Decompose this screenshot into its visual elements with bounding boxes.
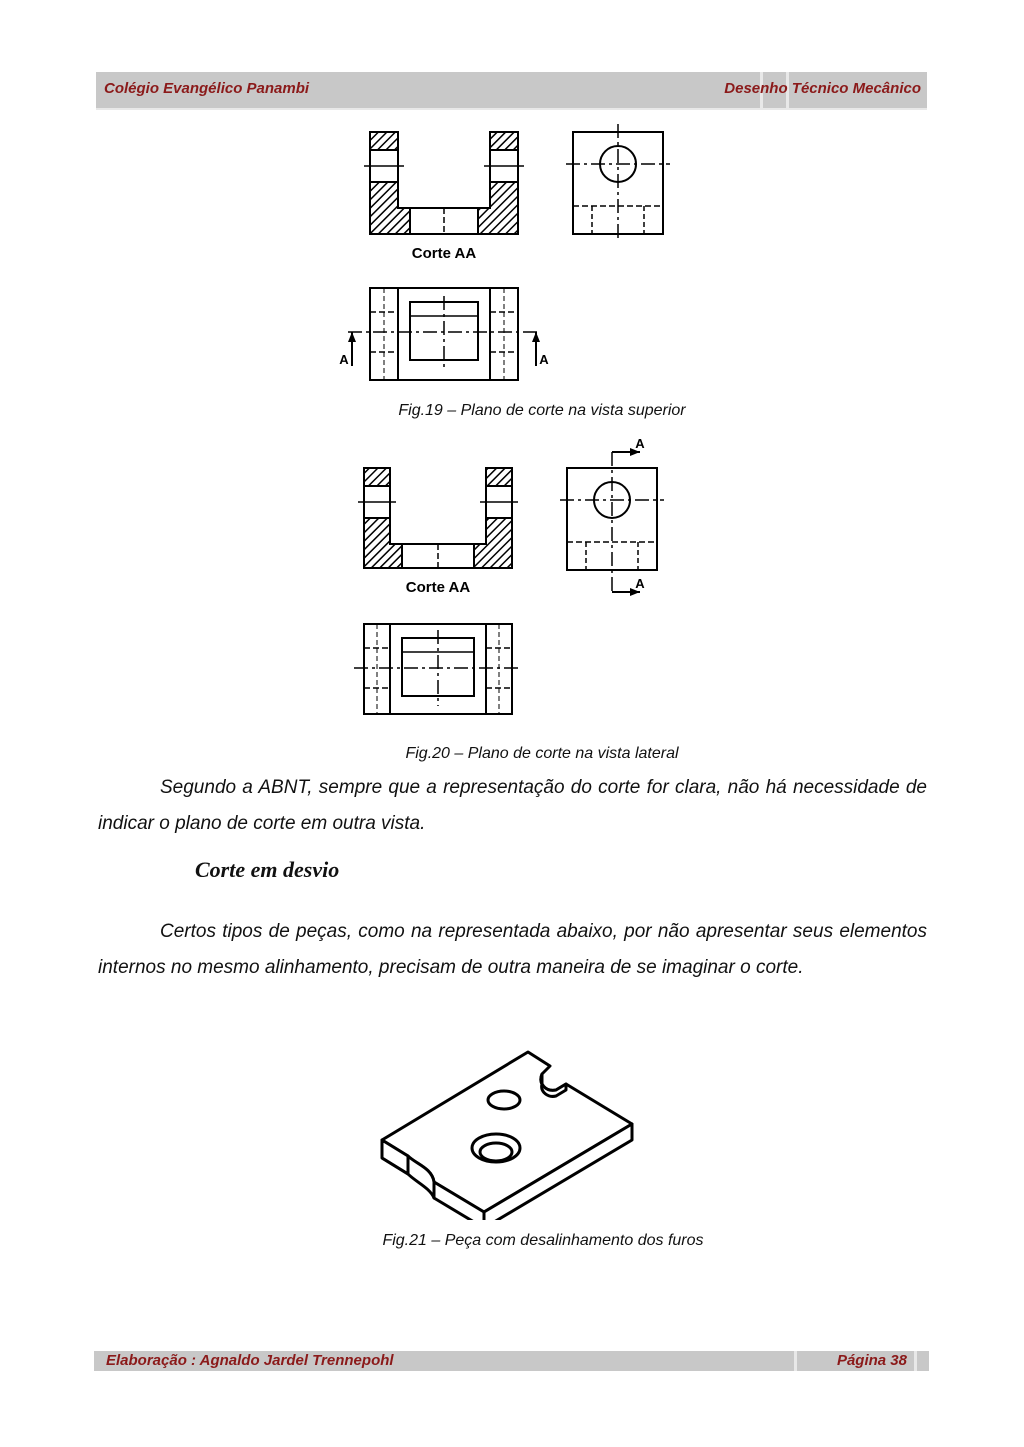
section-heading: Corte em desvio: [195, 857, 340, 882]
fig20-top-view: [354, 624, 522, 714]
fig19-side-view: [566, 124, 670, 242]
fig19-section-view: [364, 132, 524, 234]
fig20-arrow-label-top: A: [635, 436, 645, 451]
fig19-top-view: [348, 288, 540, 380]
fig21-drawing: [370, 1040, 650, 1220]
fig19-section-label: Corte AA: [411, 245, 477, 262]
fig19-caption: Fig.19 – Plano de corte na vista superior: [398, 402, 686, 419]
paragraph-abnt: Segundo a ABNT, sempre que a representação do corte for clara, não há necessidade de indicar o plano de corte em outra vista.: [98, 777, 927, 834]
header-course: Desenho Técnico Mecânico: [724, 80, 921, 97]
paragraph-corte-desvio: Certos tipos de peças, como na representada abaixo, por não apresentar seus elementos internos no mesmo alinhamento, precisam de outra maneira de se imaginar o corte.: [98, 921, 927, 978]
footer-divider: [794, 1351, 797, 1371]
header-school: Colégio Evangélico Panambi: [104, 80, 310, 97]
fig21-caption: Fig.21 – Peça com desalinhamento dos furos: [382, 1232, 704, 1249]
footer-divider: [914, 1351, 917, 1371]
page-header: [96, 72, 927, 110]
fig20-section-label: Corte AA: [405, 579, 471, 596]
fig20-arrow-label-bottom: A: [635, 576, 645, 591]
fig19-arrow-label-left: A: [339, 352, 349, 367]
footer-author: Elaboração : Agnaldo Jardel Trennepohl: [106, 1352, 394, 1369]
footer-page-number: Página 38: [836, 1352, 907, 1369]
fig20-drawing: [330, 430, 690, 720]
fig20-caption: Fig.20 – Plano de corte na vista lateral: [405, 745, 679, 762]
fig19-arrow-label-right: A: [539, 352, 549, 367]
fig19-drawing: [330, 120, 690, 390]
page-footer: [94, 1351, 929, 1371]
fig20-side-view: [560, 448, 664, 596]
fig20-section-view: [358, 468, 518, 568]
